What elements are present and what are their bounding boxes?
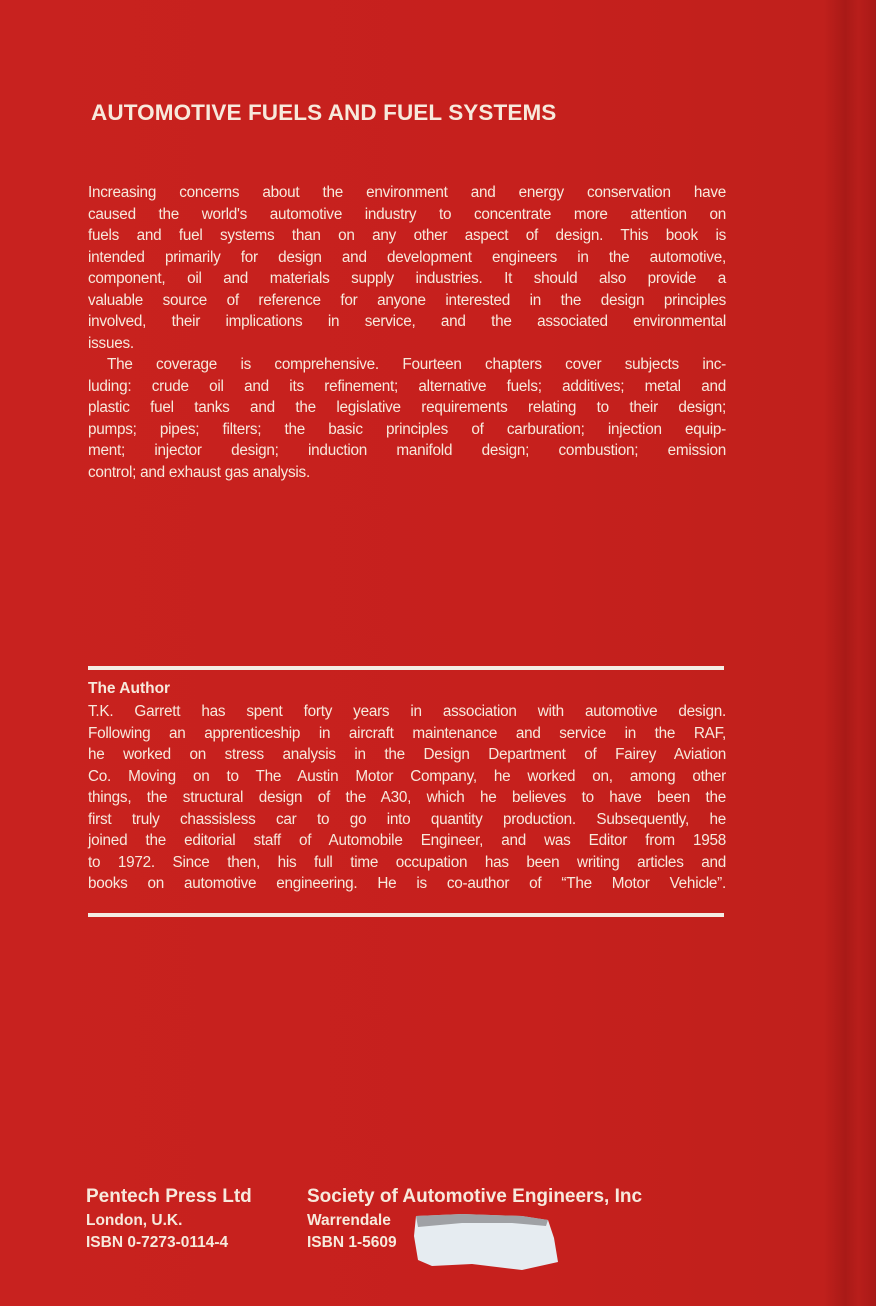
description [88,182,726,483]
description-line: caused the world's automotive industry to concentrate more attention on [88,205,726,223]
author-line: to 1972. Since then, his full time occupation has been writing articles and [88,853,726,871]
publisher-location: Warrendale [307,1212,391,1229]
description-line: luding: crude oil and its refinement; alternative fuels; additives; metal and [88,377,726,395]
author-line: T.K. Garrett has spent forty years in association with automotive design. [88,703,726,720]
description-line: fuels and fuel systems than on any other aspect of design. This book is [88,227,726,244]
author-heading: The Author [88,680,171,697]
description-line: control; and exhaust gas analysis. [88,463,310,481]
publisher-name: Society of Automotive Engineers, Inc [307,1186,643,1207]
author-line: first truly chassisless car to go into quantity production. Subsequently, he [88,810,726,828]
divider-top [88,666,724,670]
author-line: things, the structural design of the A30, which he believes to have been the [88,789,726,806]
description-line: Increasing concerns about the environment and energy conservation have [88,184,726,201]
description-line: component, oil and materials supply industries. It should also provide a [88,270,726,287]
description-line: plastic fuel tanks and the legislative requirements relating to their design; [88,399,726,416]
publisher-location: London, U.K. [86,1212,183,1229]
author-line: Co. Moving on to The Austin Motor Company, he worked on, among other [88,767,726,785]
author-bio [88,701,726,895]
publisher-pentech [86,1184,252,1254]
author-line: books on automotive engineering. He is co-author of “The Motor Vehicle”. [88,875,726,892]
author-line: he worked on stress analysis in the Design Department of Fairey Aviation [88,746,726,763]
divider-bottom [88,913,724,917]
description-line: intended primarily for design and development engineers in the automotive, [88,248,726,266]
publisher-isbn: ISBN 0-7273-0114-4 [86,1234,229,1251]
publisher-isbn: ISBN 1-5609 [307,1234,397,1251]
description-line: pumps; pipes; filters; the basic principles of carburation; injection equip- [88,420,726,438]
publisher-name: Pentech Press Ltd [86,1186,252,1207]
author-line: joined the editorial staff of Automobile Engineer, and was Editor from 1958 [88,832,726,849]
description-line: valuable source of reference for anyone interested in the design principles [88,291,726,309]
book-title: AUTOMOTIVE FUELS AND FUEL SYSTEMS [91,100,557,125]
description-line: The coverage is comprehensive. Fourteen chapters cover subjects inc- [107,356,726,373]
description-line: involved, their implications in service, and the associated environmental [88,313,726,330]
description-line: ment; injector design; induction manifold design; combustion; emission [88,442,726,459]
description-line: issues. [88,334,134,352]
author-line: Following an apprenticeship in aircraft maintenance and service in the RAF, [88,724,726,742]
torn-sticker [412,1212,562,1274]
